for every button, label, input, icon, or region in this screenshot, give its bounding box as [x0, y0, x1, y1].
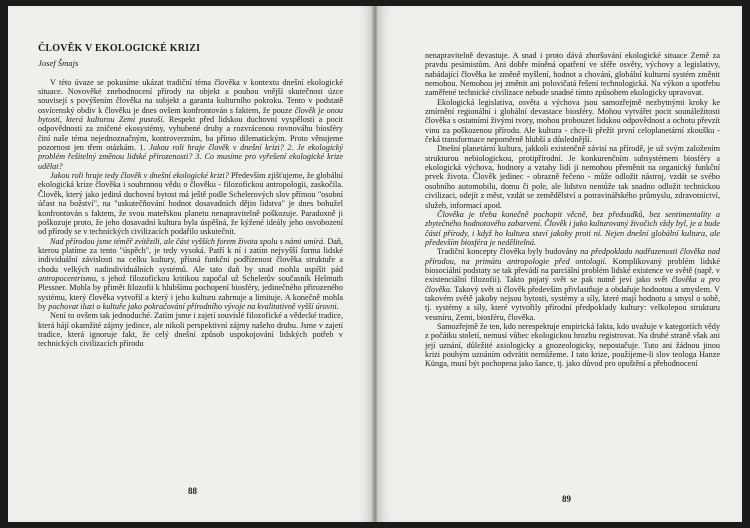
- paragraph: Nad přírodou jsme téměř zvítězili, ale část vyšších forem života spolu s námi umírá. Daň, kterou platíme za tento "úspěch", je tedy vysoká. Patří k ní i zatím nejvyšší forma lidské individuální závislosti na celku kultury, přísná funkční podřízenost člověka struktuře a chodu velkých nadindividuálních systémů. Ale tato daň by snad mohla uspíšit pád antropocentrismu, s jehož filozofickou kritikou započal už Schelerův současník Helmuth Plessner. Mohla by přimět filozofii k hlubšímu pochopení biosféry, jedinečného přirozeného systému, který člověka vytvořil a který i jeho kulturu zahrnuje a limituje. A konečně mohla by pochovat iluzi o kultuře jako pokračování přírodního vývoje na kvalitativně vyšší úrovni.: [38, 236, 344, 311]
- paragraph: Není to ovšem tak jednoduché. Zatím jsme i zajetí souvislé filozofické a vědecké tradice, která hájí okamžité zájmy jedince, ale nikoli perspektivní zájmy našeho druhu. Jsme v zajetí tradice, která ignoruje fakt, že celý dnešní způsob uspokojování lidských potřeb v technických civilizacích přírodu: [38, 311, 343, 349]
- book-spread: [8, 6, 742, 522]
- paragraph: Jakou roli hraje tedy člověk v dnešní ekologické krizi? Především zjišťujeme, že globální ekologická krize člověka i souhrnnou vědu o člověku - filozofickou antropologii, zaskočila. Člověk, který jako jediná duchovní bytost má ještě podle Schelerových slov přímou "osobní účast na božství", na "uskutečňování hodnot dosavadních dějin lidstva" je dnes bohužel konfrontován s faktem, že svou mateřskou planetu nenapravitelně poškozuje. Paradoxně ji poškozuje proto, že jeho dosavadní kultura byla úspěšná, že kýžené ideály jeho osvobození od přírody se v technických civilizacích podařilo uskutečnit.: [38, 171, 344, 237]
- page-number: 88: [188, 486, 197, 496]
- page-number: 89: [562, 494, 571, 504]
- right-page-text: [425, 51, 720, 369]
- article-author: Josef Šmajs: [38, 58, 79, 69]
- paragraph: Člověka je třeba konečně pochopit věcně, bez předsudků, bez sentimentality a zbytečného hodnotového zabarvení. Člověk i jako kulturovaný živočich vždy byl, je a bude částí přírody, i když ho kultura staví jakoby proti ní. Nejen dnešní globální kultura, ale především biosféra je nedělitelná.: [425, 209, 720, 247]
- right-page: [377, 6, 742, 522]
- paragraph: nenapravitelně devastuje. A snad i proto dává zhoršování ekologické situace Země za pravdu pesimistům. Ani dobře míněná opatření ve sféře osvěty, výchovy a legislativy, nabádající člověka ke změně myšlení, hodnot a chování, globální kulturní systém změnit nemohou. Nemohou jej změnit ani polovičatá řešení technologická. Na výkon a spotřebu zaměřené technické civilizace nebude snadné tímto způsobem ekologicky upravovat.: [425, 51, 720, 98]
- paragraph: Samozřejmě že ten, kdo nerespektuje empirická fakta, kdo uvažuje v kategoriích vědy z počátku století, nemusí vůbec ekologickou hrozbu registrovat. Na druhé straně však ani její uznání, důležité axiologicky a gnozeologicky, nepostačuje. Tuto ani žádnou jinou krizi pouhým uznáním odvrátit nemůžeme. I tato krize, použijeme-li slov teologa Hanze Künga, musí být pochopena jako šance, tj. jako důvod pro opuštění a přehodnocení: [425, 321, 720, 369]
- article-title: ČLOVĚK V EKOLOGICKÉ KRIZI: [38, 43, 201, 54]
- paragraph: Dnešní planetární kultura, jakkoli existenčně závisí na přírodě, je už svým založením strukturou nebiologickou, protipřírodní. Je konkurenčním subsystémem biosféry a ekologická výchova, hodnoty a vztahy lidí ji nemohou přeměnit na organický funkční prvek života. Člověk jedinec - obrazně řečeno - může odložit nástroj, vzdát se svého osobního automobilu, domu či pole, ale lidstvo nemůže tak snadno odložit technickou civilizaci, odejít z měst, vzdát se zemědělství a potravinářského průmyslu, zdravotnictví, služeb, informací apod.: [425, 144, 720, 210]
- left-page-text: [38, 44, 343, 349]
- paragraph: V této úvaze se pokusíme ukázat tradiční téma člověka v kontextu dnešní ekologické situace. Novověké znehodnocení přírody na objekt a pouhou vnější skutečnost úzce souvisejí s povýšením člověka na subjekt a garanta kulturního pokroku. Tento v podstatě osvícenský obdiv k člověku je dnes ovšem konfrontován s faktem, že pouze člověk je onou bytostí, která kulturou Zemi pustoší. Respekt před lidskou duchovní vyspělostí a pocit odpovědnosti za zničené ekosystémy, vyhubené druhy a rozvrácenou rovnováhu biosféry činí naše téma nejednoznačným, kontroverzním, ba přímo dilematickým. Proto věnujeme pozornost jen třem otázkám. 1. Jakou roli hraje člověk v dnešní krizi? 2. Je ekologický problém řešitelný změnou lidské přirozenosti? 3. Co musíme pro vyřešení ekologické krize udělat?: [38, 77, 344, 171]
- paragraph: Tradiční koncepty člověka byly budovány na předpokladu nadřazenosti člověka nad přírodou, na primátu antropologie před ontologií. Komplikovaný problém lidské biosociální podstaty se tak převádí na parciální problém lidské existence ve světě (např. v existenciální filozofii). Takto pojatý svět se pak nutně jeví jako svět člověka a pro člověka. Takový svět si člověk především přivlastňuje a obdařuje hodnotou a smyslem. V takovém světě jakoby nejsou bytosti, systémy a síly, které mají hodnotu a smysl o sobě, tj. systémy a síly, které vytvořily přírodní předpoklady kultury: velkolepou strukturu vesmíru, Zemi, biosféru, člověka.: [425, 247, 721, 322]
- left-page: [8, 6, 373, 522]
- paragraph: Ekologická legislativa, osvěta a výchova jsou samozřejmě nezbytnými kroky ke zmírnění regionální i globální devastace biosféry. Mohou vytvářet pocit sounáležitosti člověka s ostatními živými tvory, mohou probouzet lidskou odpovědnost a ochotu převzít vinu za poškozenou přírodu. Ale kultura - chce-li přežít první celoplanetární zkoušku - čeká transformace nepoměrně hlubší a důslednější.: [425, 97, 720, 145]
